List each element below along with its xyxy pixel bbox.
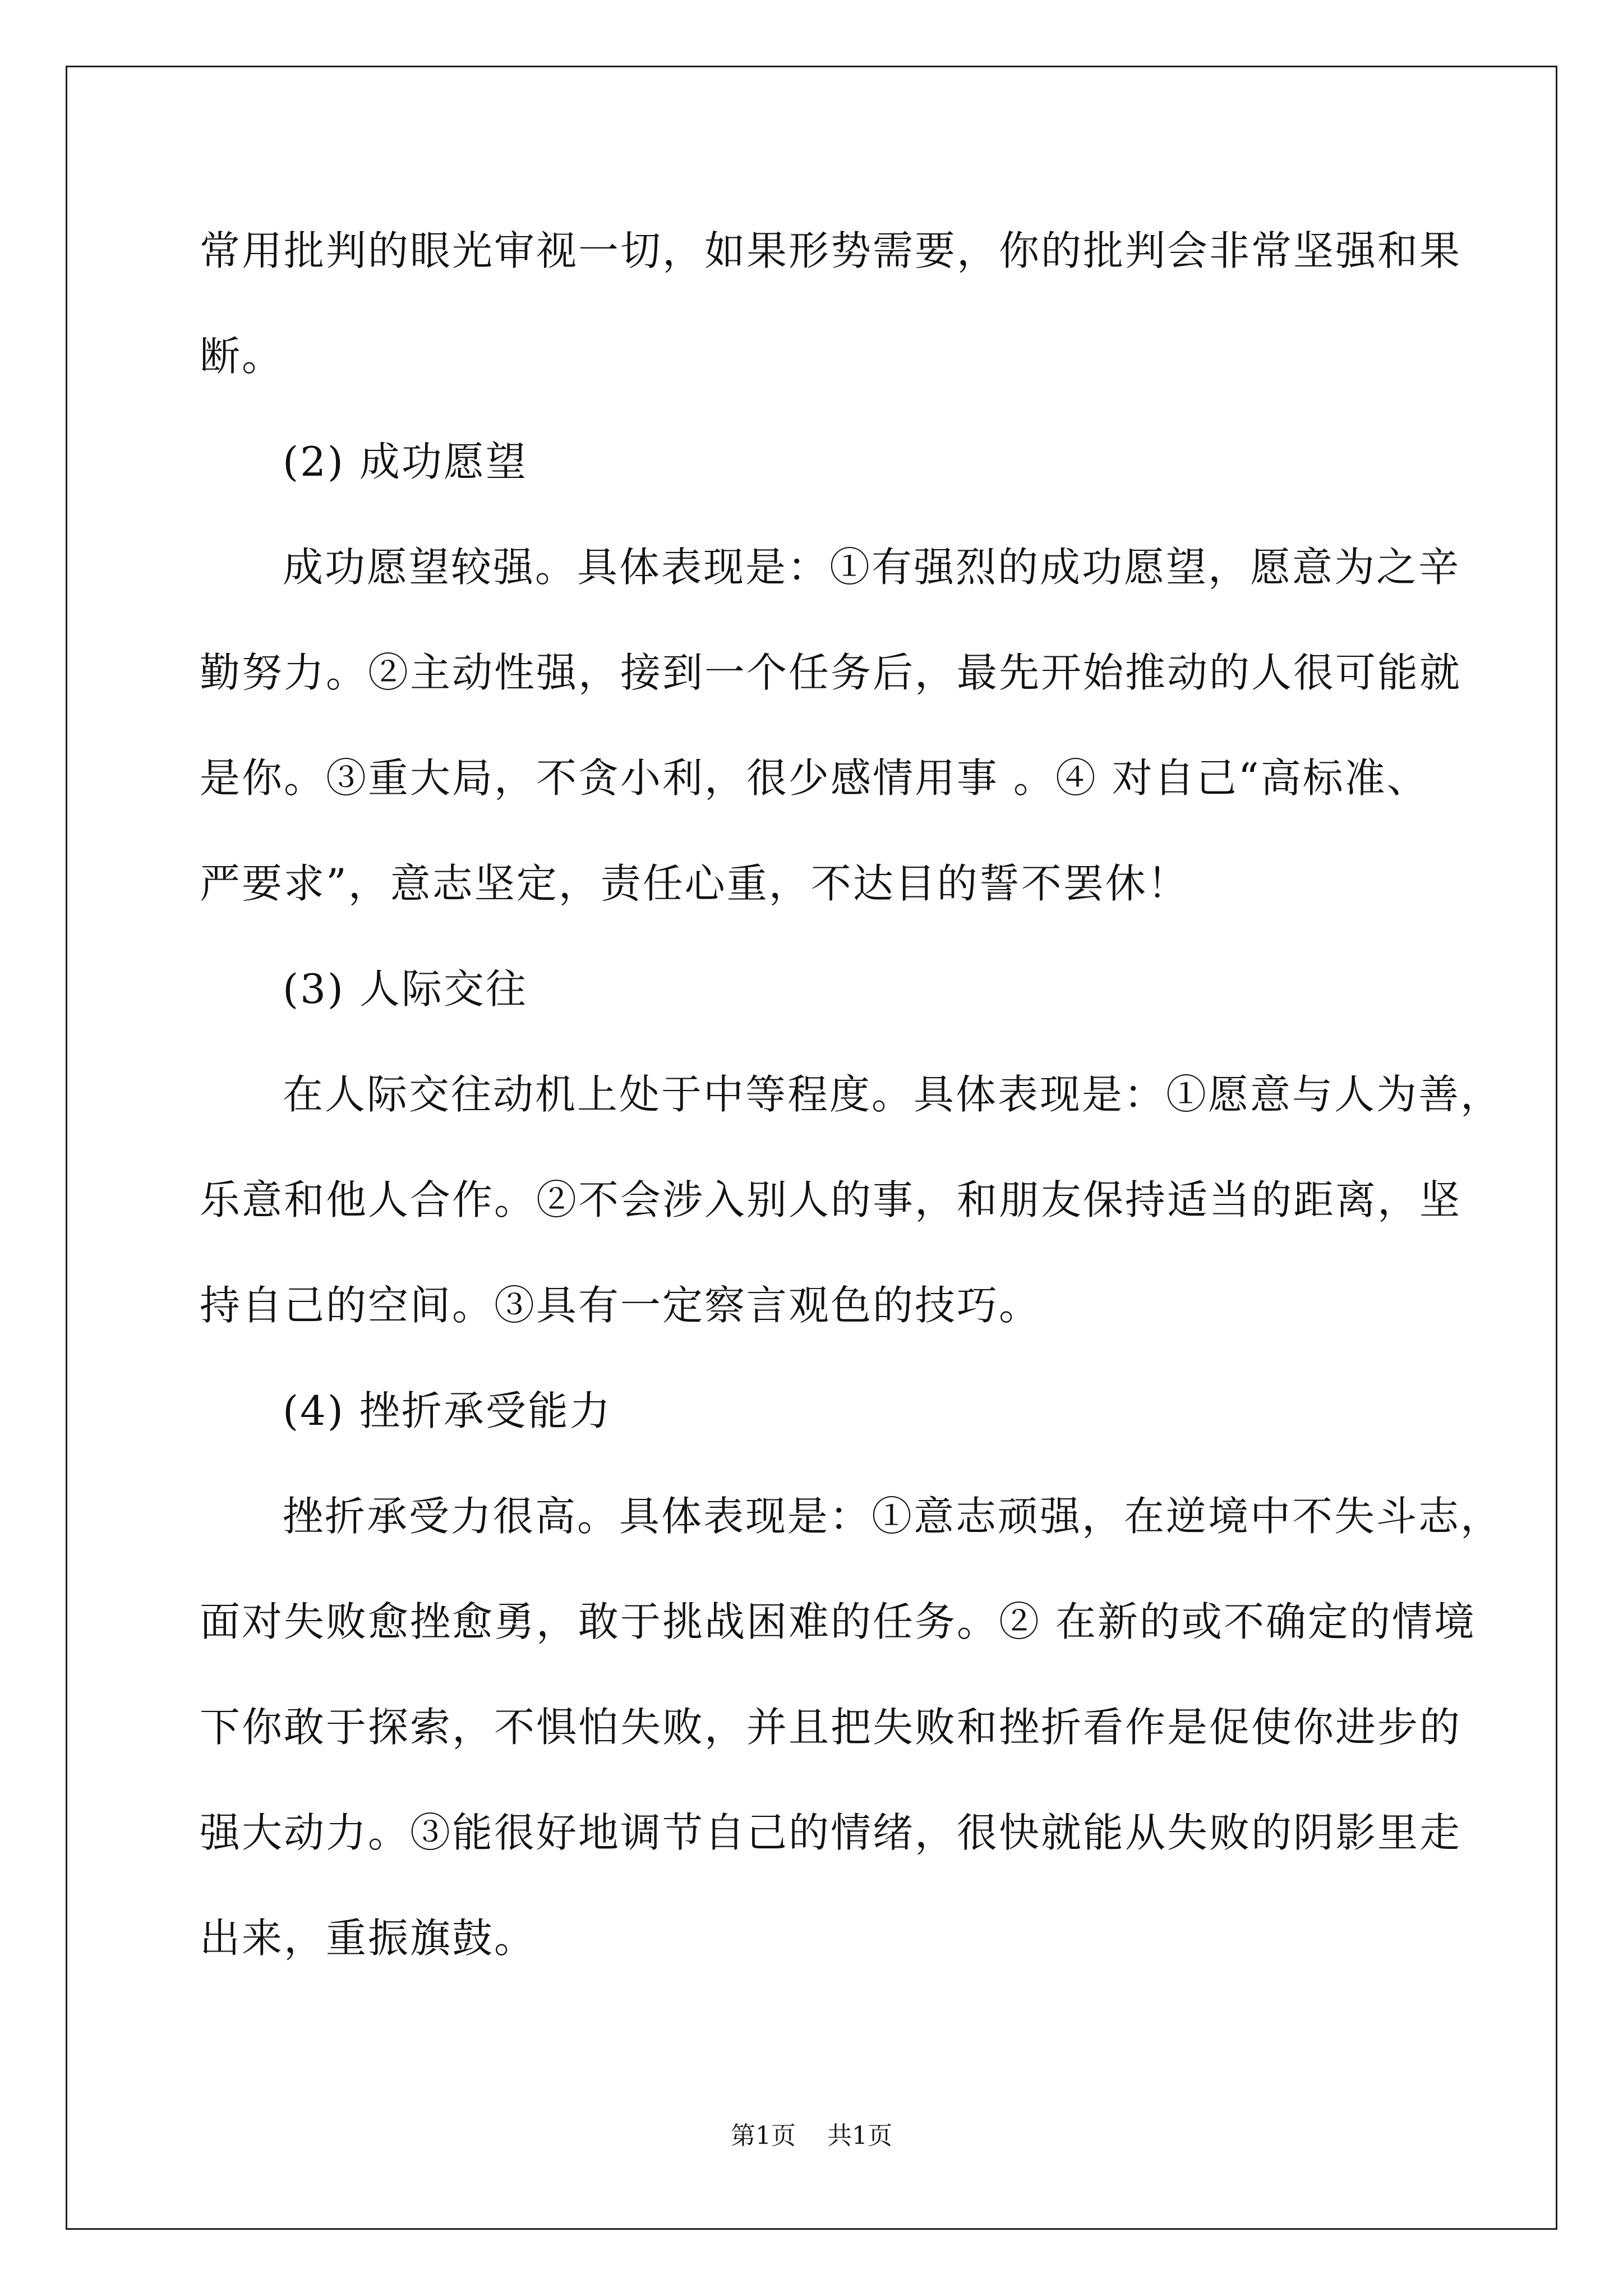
text-line: 出来，重振旗鼓。: [200, 1915, 537, 1962]
text-line: 常用批判的眼光审视一切，如果形势需要，你的批判会非常坚强和果: [200, 227, 1462, 274]
text-line: 乐意和他人合作。②不会涉入别人的事，和朋友保持适当的距离，坚: [200, 1176, 1462, 1223]
text-line: 严要求”，意志坚定，责任心重，不达目的誓不罢休！: [200, 860, 1189, 907]
text-line: 成功愿望较强。具体表现是：①有强烈的成功愿望，愿意为之辛: [283, 544, 1461, 591]
page-total: 共1页: [827, 2122, 892, 2150]
text-line: 在人际交往动机上处于中等程度。具体表现是：①愿意与人为善，: [283, 1071, 1503, 1118]
document-body: [200, 211, 1503, 2004]
page-footer: [0, 2119, 1623, 2153]
text-line: 持自己的空间。③具有一定察言观色的技巧。: [200, 1282, 1041, 1329]
text-line: 是你。③重大局，不贪小利，很少感情用事 。④ 对自己“高标准、: [200, 754, 1429, 802]
page-number: 第1页: [731, 2122, 796, 2150]
text-line: 下你敢于探索，不惧怕失败，并且把失败和挫折看作是促使你进步的: [200, 1704, 1462, 1751]
text-line: 勤努力。②主动性强，接到一个任务后，最先开始推动的人很可能就: [200, 649, 1462, 696]
section-heading-success-motivation: (2) 成功愿望: [283, 438, 528, 485]
text-line: 强大动力。③能很好地调节自己的情绪，很快就能从失败的阴影里走: [200, 1809, 1462, 1856]
text-line: 面对失败愈挫愈勇，敢于挑战困难的任务。② 在新的或不确定的情境: [200, 1598, 1476, 1645]
text-line: 挫折承受力很高。具体表现是：①意志顽强，在逆境中不失斗志，: [283, 1493, 1503, 1540]
section-heading-frustration-tolerance: (4) 挫折承受能力: [283, 1387, 612, 1434]
section-heading-interpersonal: (3) 人际交往: [283, 965, 528, 1013]
text-line: 断。: [200, 333, 284, 380]
